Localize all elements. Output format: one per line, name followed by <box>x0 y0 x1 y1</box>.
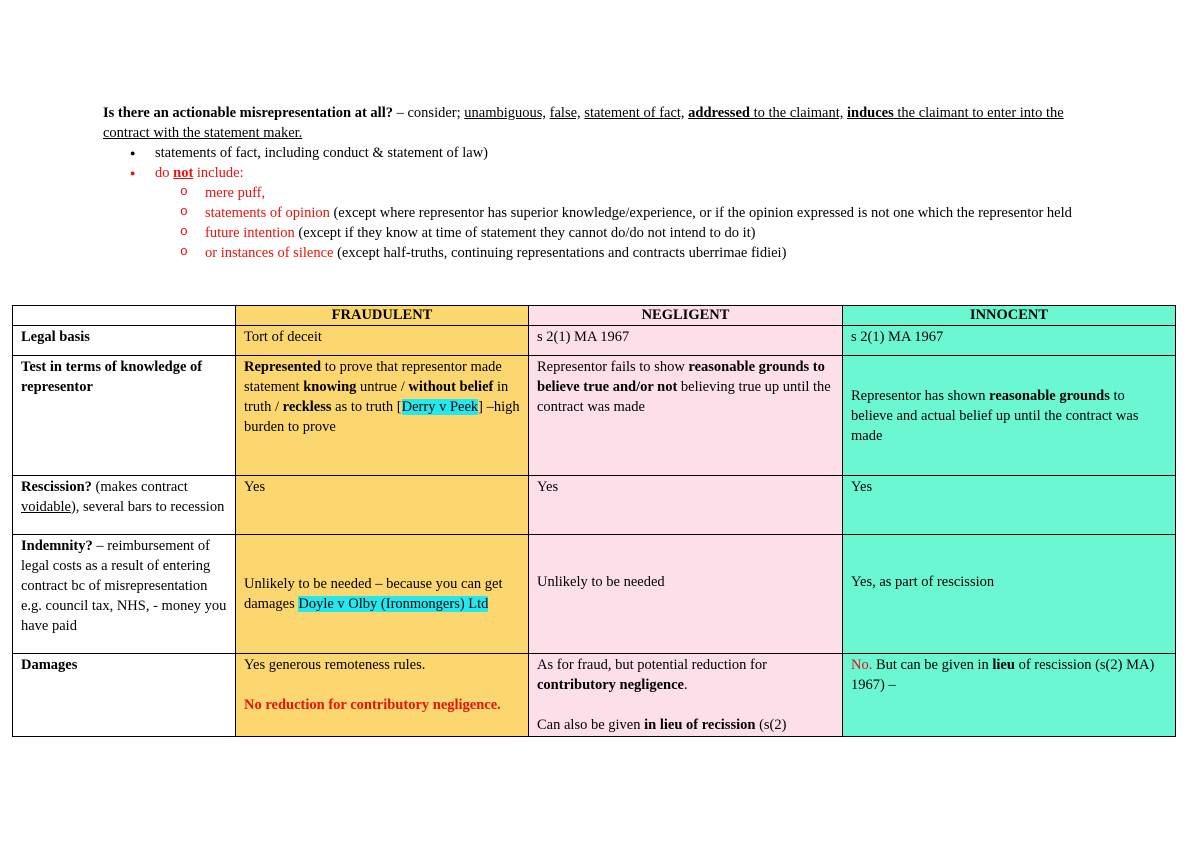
list-item <box>103 163 1103 263</box>
negligent-text: As for fraud, but potential reduction for <box>537 657 767 673</box>
addressed-bold: addressed <box>688 105 750 121</box>
fraud-represented: Represented <box>244 359 322 375</box>
rescission-text: (makes contract <box>91 479 188 495</box>
innocent-text: Representor has shown <box>851 387 990 404</box>
do-text: do <box>155 165 174 181</box>
negligent-bold: reasonable grounds to believe true and/or not <box>537 359 825 395</box>
rescission-label: Rescission? <box>21 479 92 495</box>
innocent-text: to believe and actual belief up until the contract was made <box>851 387 1139 444</box>
list-item <box>103 203 1103 223</box>
list-item <box>103 223 1103 243</box>
list-item <box>103 143 1103 163</box>
exclusion-silence-note: (except half-truths, continuing representations and contracts uberrimae fidiei) <box>333 245 787 261</box>
exclusion-puff: mere puff, <box>205 185 266 201</box>
negligent-bold: contributory negligence <box>537 677 684 693</box>
exclusions-list <box>155 183 1103 263</box>
negligent-text: . <box>684 677 688 693</box>
innocent-no: No. <box>851 657 873 673</box>
intro-dash: – consider; <box>393 105 465 121</box>
rescission-text: ), several bars to recession <box>70 499 225 515</box>
header-fraudulent: FRAUDULENT <box>236 306 529 326</box>
innocent-bold: lieu <box>992 657 1015 673</box>
table-header-row <box>13 306 1176 326</box>
no-reduction-note: No reduction for contributory negligence. <box>244 697 501 713</box>
include-text: include: <box>193 165 244 181</box>
intro-false: false, <box>549 105 581 121</box>
negligent-text: (s(2) <box>755 717 787 733</box>
cell-fraud <box>236 535 529 654</box>
induces-bold: induces <box>847 105 894 121</box>
table-row <box>13 356 1176 476</box>
cell-negligent: Yes <box>529 476 843 535</box>
fraud-without-belief: without belief <box>408 379 494 395</box>
fraud-text: ] –high burden to prove <box>244 399 520 435</box>
fraud-text: Unlikely to be needed – because you can get damages <box>244 576 503 612</box>
cell-negligent: Unlikely to be needed <box>529 535 843 654</box>
cell-fraud: Tort of deceit <box>236 326 529 356</box>
exclusion-silence: or instances of silence <box>205 245 334 261</box>
negligent-text: Representor fails to show <box>537 359 689 375</box>
case-derry-v-peek: Derry v Peek <box>401 399 479 415</box>
row-label <box>13 356 236 476</box>
exclusion-intention: future intention <box>205 225 295 241</box>
cell-fraud <box>236 356 529 476</box>
intro-statement-of-fact: statement of fact, <box>584 105 685 121</box>
cell-negligent: s 2(1) MA 1967 <box>529 326 843 356</box>
cell-fraud <box>236 654 529 737</box>
cell-negligent <box>529 356 843 476</box>
cell-innocent <box>843 654 1176 737</box>
exclusion-opinion: statements of opinion <box>205 205 330 221</box>
rescission-voidable: voidable <box>21 499 71 515</box>
test-label: Test in terms of knowledge of representor <box>21 359 203 395</box>
fraud-reckless: reckless <box>282 399 332 415</box>
indemnity-text: – reimbursement of legal costs as a result of entering contract bc of misrepresentation e.g. council tax, NHS, - money you have paid <box>21 538 227 634</box>
question-title: Is there an actionable misrepresentation at all? <box>103 105 393 121</box>
damages-label: Damages <box>21 657 78 673</box>
header-blank <box>13 306 236 326</box>
fraud-text: as to truth [ <box>331 399 402 415</box>
row-label <box>13 476 236 535</box>
addressed-rest: to the claimant, <box>749 105 844 121</box>
exclusion-opinion-note: (except where representor has superior knowledge/experience, or if the opinion expressed is not one which the representor held <box>329 205 1072 221</box>
legal-basis-label: Legal basis <box>21 329 90 345</box>
innocent-bold: reasonable grounds <box>989 387 1110 404</box>
cell-innocent: s 2(1) MA 1967 <box>843 326 1176 356</box>
table-row <box>13 476 1176 535</box>
table-row <box>13 535 1176 654</box>
header-negligent: NEGLIGENT <box>529 306 843 326</box>
row-label <box>13 654 236 737</box>
fraud-text: to prove that representor made statement <box>244 359 502 395</box>
cell-innocent: Yes <box>843 476 1176 535</box>
intro-addressed <box>688 105 843 121</box>
intro-question <box>103 103 1103 143</box>
intro-section <box>103 103 1103 263</box>
list-item <box>103 243 1103 263</box>
negligent-text: Can also be given <box>537 717 645 733</box>
row-label <box>13 326 236 356</box>
induces-rest: the claimant to enter into the contract with the statement maker. <box>103 105 1064 141</box>
indemnity-label: Indemnity? <box>21 538 93 554</box>
row-label <box>13 535 236 654</box>
header-innocent: INNOCENT <box>843 306 1176 326</box>
not-text: not <box>173 165 194 181</box>
exclusion-intention-note: (except if they know at time of statement they cannot do/do not intend to do it) <box>294 225 756 241</box>
innocent-text: But can be given in <box>872 657 993 673</box>
cell-innocent: Yes, as part of rescission <box>843 535 1176 654</box>
list-item-text: statements of fact, including conduct & statement of law) <box>155 145 488 161</box>
intro-unambiguous: unambiguous, <box>464 105 547 121</box>
negligent-bold: in lieu of recission <box>644 717 756 733</box>
cell-innocent <box>843 356 1176 476</box>
negligent-text: believing true up until the contract was made <box>537 379 831 415</box>
fraud-text: untrue / <box>356 379 409 395</box>
case-doyle-v-olby: Doyle v Olby (Ironmongers) Ltd <box>298 596 489 612</box>
cell-negligent <box>529 654 843 737</box>
table-row <box>13 654 1176 737</box>
fraud-text: in truth / <box>244 379 509 415</box>
innocent-text: of rescission (s(2) MA) 1967) – <box>851 657 1155 693</box>
list-item <box>103 183 1103 203</box>
misrepresentation-table <box>12 305 1176 737</box>
fraud-text: Yes generous remoteness rules. <box>244 657 426 673</box>
cell-fraud: Yes <box>236 476 529 535</box>
criteria-list <box>103 143 1103 263</box>
fraud-knowing: knowing <box>303 379 357 395</box>
table-row <box>13 326 1176 356</box>
